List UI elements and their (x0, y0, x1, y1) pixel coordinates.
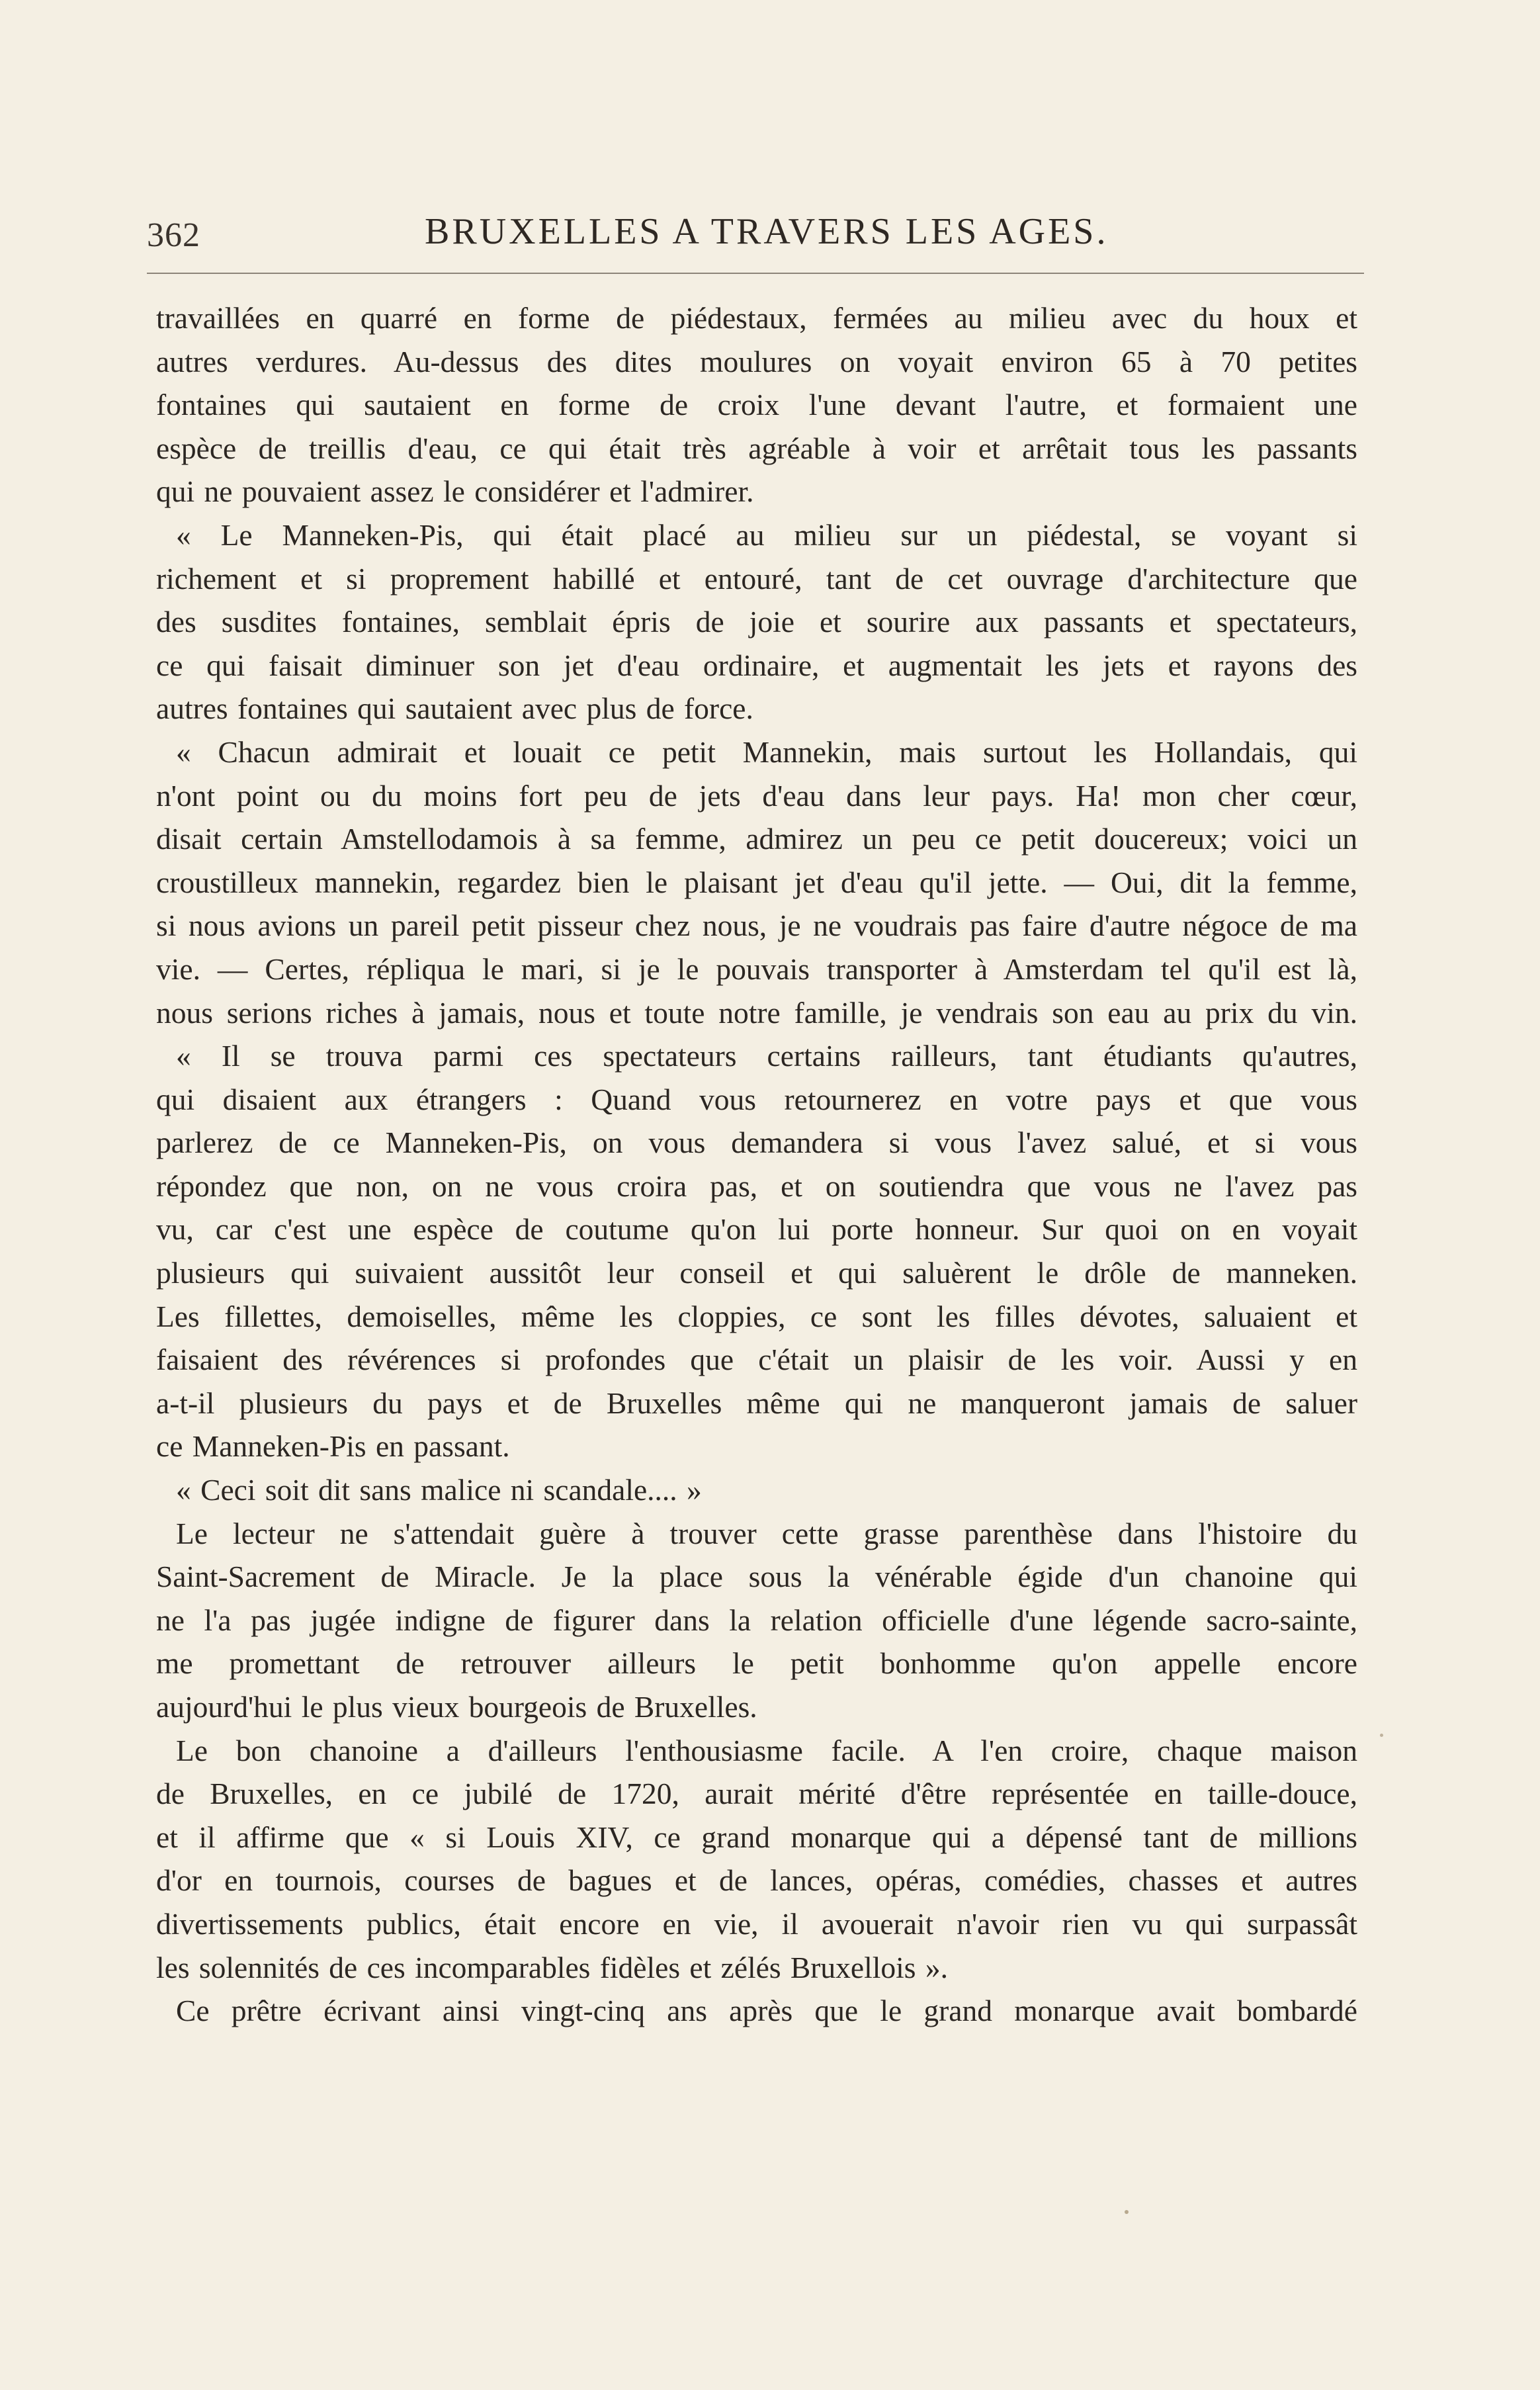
text-line: « Le Manneken-Pis, qui était placé au milieu sur un piédestal, se voyant si (176, 517, 1357, 552)
text-line: Le bon chanoine a d'ailleurs l'enthousiasme facile. A l'en croire, chaque maison (176, 1733, 1357, 1767)
header-rule (147, 273, 1364, 274)
text-line: faisaient des révérences si profondes que c'était un plaisir de les voir. Aussi y en (156, 1343, 1357, 1377)
body-text (156, 296, 1357, 2033)
text-line: les solennités de ces incomparables fidèles et zélés Bruxellois ». (156, 1950, 949, 1984)
text-line: qui disaient aux étrangers : Quand vous retournerez en votre pays et que vous (156, 1082, 1357, 1116)
text-line: qui ne pouvaient assez le considérer et l'admirer. (156, 474, 754, 509)
text-line: plusieurs qui suivaient aussitôt leur conseil et qui saluèrent le drôle de manneken. (156, 1256, 1357, 1290)
text-line: Saint-Sacrement de Miracle. Je la place sous la vénérable égide d'un chanoine qui (156, 1560, 1357, 1594)
text-line: vu, car c'est une espèce de coutume qu'on lui porte honneur. Sur quoi on en voyait (156, 1212, 1357, 1247)
page-header (147, 210, 1364, 263)
text-line: vie. — Certes, répliqua le mari, si je le pouvais transporter à Amsterdam tel qu'il est là, (156, 952, 1357, 986)
text-line: travaillées en quarré en forme de piédestaux, fermées au milieu avec du houx et (156, 301, 1357, 335)
text-line: ne l'a pas jugée indigne de figurer dans la relation officielle d'une légende sacro-sainte, (156, 1603, 1357, 1637)
text-line: nous serions riches à jamais, nous et toute notre famille, je vendrais son eau au prix du vin. (156, 995, 1357, 1030)
text-line: n'ont point ou du moins fort peu de jets d'eau dans leur pays. Ha! mon cher cœur, (156, 778, 1357, 813)
text-line: Le lecteur ne s'attendait guère à trouver cette grasse parenthèse dans l'histoire du (176, 1516, 1357, 1550)
text-line: Ce prêtre écrivant ainsi vingt-cinq ans après que le grand monarque avait bombardé (176, 1994, 1357, 2028)
running-title: BRUXELLES A TRAVERS LES AGES. (425, 211, 1109, 252)
text-line: Les fillettes, demoiselles, même les cloppies, ce sont les filles dévotes, saluaient et (156, 1299, 1357, 1333)
text-line: me promettant de retrouver ailleurs le petit bonhomme qu'on appelle encore (156, 1646, 1357, 1681)
text-line: richement et si proprement habillé et entouré, tant de cet ouvrage d'architecture que (156, 561, 1357, 596)
text-line: « Ceci soit dit sans malice ni scandale.... » (176, 1473, 702, 1507)
text-line: disait certain Amstellodamois à sa femme, admirez un peu ce petit doucereux; voici un (156, 822, 1357, 856)
text-line: de Bruxelles, en ce jubilé de 1720, aurait mérité d'être représentée en taille-douce, (156, 1777, 1357, 1811)
text-line: croustilleux mannekin, regardez bien le plaisant jet d'eau qu'il jette. — Oui, dit la femme, (156, 865, 1357, 899)
text-line: autres fontaines qui sautaient avec plus de force. (156, 691, 753, 726)
text-line: « Chacun admirait et louait ce petit Mannekin, mais surtout les Hollandais, qui (176, 734, 1357, 769)
text-line: autres verdures. Au-dessus des dites moulures on voyait environ 65 à 70 petites (156, 344, 1357, 378)
text-line: parlerez de ce Manneken-Pis, on vous demandera si vous l'avez salué, et si vous (156, 1126, 1357, 1160)
text-line: ce qui faisait diminuer son jet d'eau ordinaire, et augmentait les jets et rayons des (156, 648, 1357, 682)
paper-speck (1380, 1734, 1383, 1737)
paper-speck (1125, 2210, 1129, 2214)
text-line: divertissements publics, était encore en vie, il avouerait n'avoir rien vu qui surpassât (156, 1906, 1357, 1941)
text-line: si nous avions un pareil petit pisseur chez nous, je ne voudrais pas faire d'autre négoce de ma (156, 908, 1357, 943)
text-line: des susdites fontaines, semblait épris de joie et sourire aux passants et spectateurs, (156, 605, 1357, 639)
text-line: répondez que non, on ne vous croira pas, et on soutiendra que vous ne l'avez pas (156, 1169, 1357, 1203)
page-number: 362 (147, 216, 200, 254)
text-line: « Il se trouva parmi ces spectateurs certains railleurs, tant étudiants qu'autres, (176, 1039, 1357, 1073)
text-line: fontaines qui sautaient en forme de croix l'une devant l'autre, et formaient une (156, 388, 1357, 422)
text-line: a-t-il plusieurs du pays et de Bruxelles même qui ne manqueront jamais de saluer (156, 1386, 1357, 1420)
text-line: ce Manneken-Pis en passant. (156, 1429, 510, 1464)
text-line: espèce de treillis d'eau, ce qui était très agréable à voir et arrêtait tous les passants (156, 431, 1357, 465)
text-line: aujourd'hui le plus vieux bourgeois de Bruxelles. (156, 1690, 757, 1724)
text-line: et il affirme que « si Louis XIV, ce grand monarque qui a dépensé tant de millions (156, 1820, 1357, 1854)
text-line: d'or en tournois, courses de bagues et de lances, opéras, comédies, chasses et autres (156, 1863, 1357, 1898)
